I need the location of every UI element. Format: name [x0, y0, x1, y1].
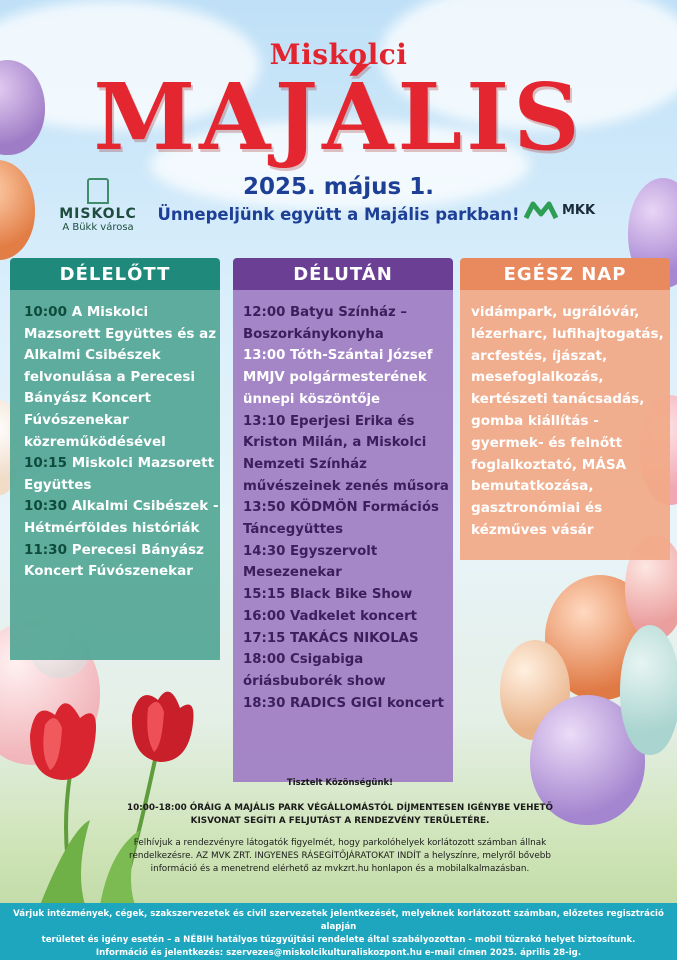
notice-parking-info: Felhívjuk a rendezvényre látogatók figyelmét, hogy parkolóhelyek korlátozott számban állnak rendelkezésre. AZ MVK ZRT. INGYENES RÁSEGÍTŐJÁRATOKAT INDÍT a helyszínre, melyről bővebb információ és a menetrend elérhető az mvkzrt.hu honlapon és a mobilalkalmazásban.	[129, 838, 551, 874]
afternoon-events	[233, 290, 453, 782]
event-time: 18:30	[243, 695, 286, 711]
event-item	[24, 496, 220, 539]
event-time: 10:00	[24, 304, 67, 320]
tree-icon	[87, 178, 109, 204]
allday-column	[460, 258, 670, 560]
event-text: Alkalmi Csibészek - Hétmérföldes históriák	[24, 498, 219, 536]
event-time: 16:00	[243, 608, 286, 624]
event-text: A Miskolci Mazsorett Együttes és az Alkalmi Csibészek felvonulása a Perecesi Bányász Koncert Fúvószenekar közreműködésével	[24, 304, 217, 450]
footer-contact: Információ és jelentkezés: szervezes@miskolcikulturaliskozpont.hu e-mail címen 2025. április 28-ig.	[95, 948, 582, 958]
miskolc-logo	[52, 178, 144, 233]
event-item	[243, 628, 453, 650]
event-item	[24, 540, 220, 583]
event-text: Tóth-Szántai József MMJV polgármesterének ünnepi köszöntője	[243, 348, 433, 407]
slogan: Ünnepeljünk együtt a Majális parkban!	[157, 205, 520, 224]
logo-left-subtitle: A Bükk városa	[62, 222, 134, 233]
afternoon-column	[233, 258, 453, 782]
event-text: Miskolci Mazsorett Együttes	[24, 455, 215, 493]
event-item	[243, 411, 453, 498]
event-item	[243, 693, 453, 715]
allday-heading: EGÉSZ NAP	[460, 258, 670, 290]
event-text: Perecesi Bányász Koncert Fúvószenekar	[24, 541, 204, 580]
event-text: TAKÁCS NIKOLAS	[289, 630, 419, 646]
footer-line: Várjuk intézmények, cégek, szakszervezetek és civil szervezetek jelentkezését, melyeknek korlátozott számban, előzetes regisztráció alapján	[13, 909, 664, 932]
event-text: Eperjesi Erika és Kriston Milán, a Miskolci Nemzeti Színház művészeinek zenés műsora	[243, 413, 449, 494]
event-time: 13:10	[243, 413, 286, 429]
event-time: 17:15	[243, 630, 286, 646]
logo-right-name: MKK	[562, 202, 596, 218]
morning-column	[10, 258, 220, 660]
event-time: 15:15	[243, 587, 286, 603]
footer-bar	[0, 903, 677, 960]
allday-activities: vidámpark, ugrálóvár, lézerharc, lufihajtogatás, arcfestés, íjászat, mesefoglalkozás, kertészeti tanácsadás, gomba kiállítás - gyermek- és felnőtt foglalkoztató, MÁSA bemutatkozása, gasztronómiai és kézműves vásár	[471, 304, 664, 538]
event-time: 12:00	[243, 305, 286, 320]
event-item	[243, 584, 453, 606]
afternoon-heading: DÉLUTÁN	[233, 258, 453, 290]
footer-line: területet és igény esetén – a NÉBIH hatályos tűzgyújtási rendelete által szabályozottan - mobil tűzrakó helyet biztosítunk.	[41, 935, 636, 945]
event-text: KÖDMÖN Formációs Táncegyüttes	[243, 500, 439, 538]
event-item	[243, 302, 453, 345]
event-item	[24, 302, 220, 453]
event-time: 11:30	[24, 541, 67, 558]
event-time: 13:00	[243, 348, 286, 364]
event-time: 10:30	[24, 498, 67, 515]
event-time: 10:15	[24, 455, 67, 472]
event-time: 13:50	[243, 500, 286, 516]
event-item	[243, 541, 453, 584]
event-text: Csigabiga óriásbuborék show	[243, 652, 386, 689]
event-text: Black Bike Show	[289, 587, 413, 603]
event-item	[24, 453, 220, 496]
event-item	[243, 649, 453, 692]
title-big: MAJÁLIS	[93, 63, 584, 171]
allday-body	[460, 290, 670, 560]
morning-events	[10, 290, 220, 660]
event-text: Batyu Színház – Boszorkánykonyha	[243, 305, 407, 342]
logo-left-name: MISKOLC	[59, 206, 137, 222]
event-item	[243, 497, 453, 540]
notice-train-info: 10:00-18:00 ÓRÁIG A MAJÁLIS PARK VÉGÁLLOMÁSTÓL DÍJMENTESEN IGÉNYBE VEHETŐ KISVONAT SEGÍTI A FELJUTÁST A RENDEZVÉNY TERÜLETÉRE.	[127, 803, 553, 826]
mkk-mark-icon	[524, 200, 558, 220]
event-text: Egyszervolt Mesezenekar	[243, 543, 378, 581]
notice-greeting: Tisztelt Közönségünk!	[286, 778, 394, 788]
event-time: 18:00	[243, 652, 286, 668]
event-item	[243, 606, 453, 628]
notice-block	[120, 778, 560, 876]
event-text: Vadkelet koncert	[289, 608, 417, 624]
event-item-highlight	[243, 345, 453, 410]
mkk-logo	[524, 200, 595, 220]
title-small: Miskolci	[269, 38, 408, 71]
event-time: 14:30	[243, 543, 286, 559]
event-date: 2025. május 1.	[243, 174, 434, 200]
balloon-teal	[620, 625, 677, 755]
morning-heading: DÉLELŐTT	[10, 258, 220, 290]
event-text: RADICS GIGI koncert	[289, 695, 444, 711]
